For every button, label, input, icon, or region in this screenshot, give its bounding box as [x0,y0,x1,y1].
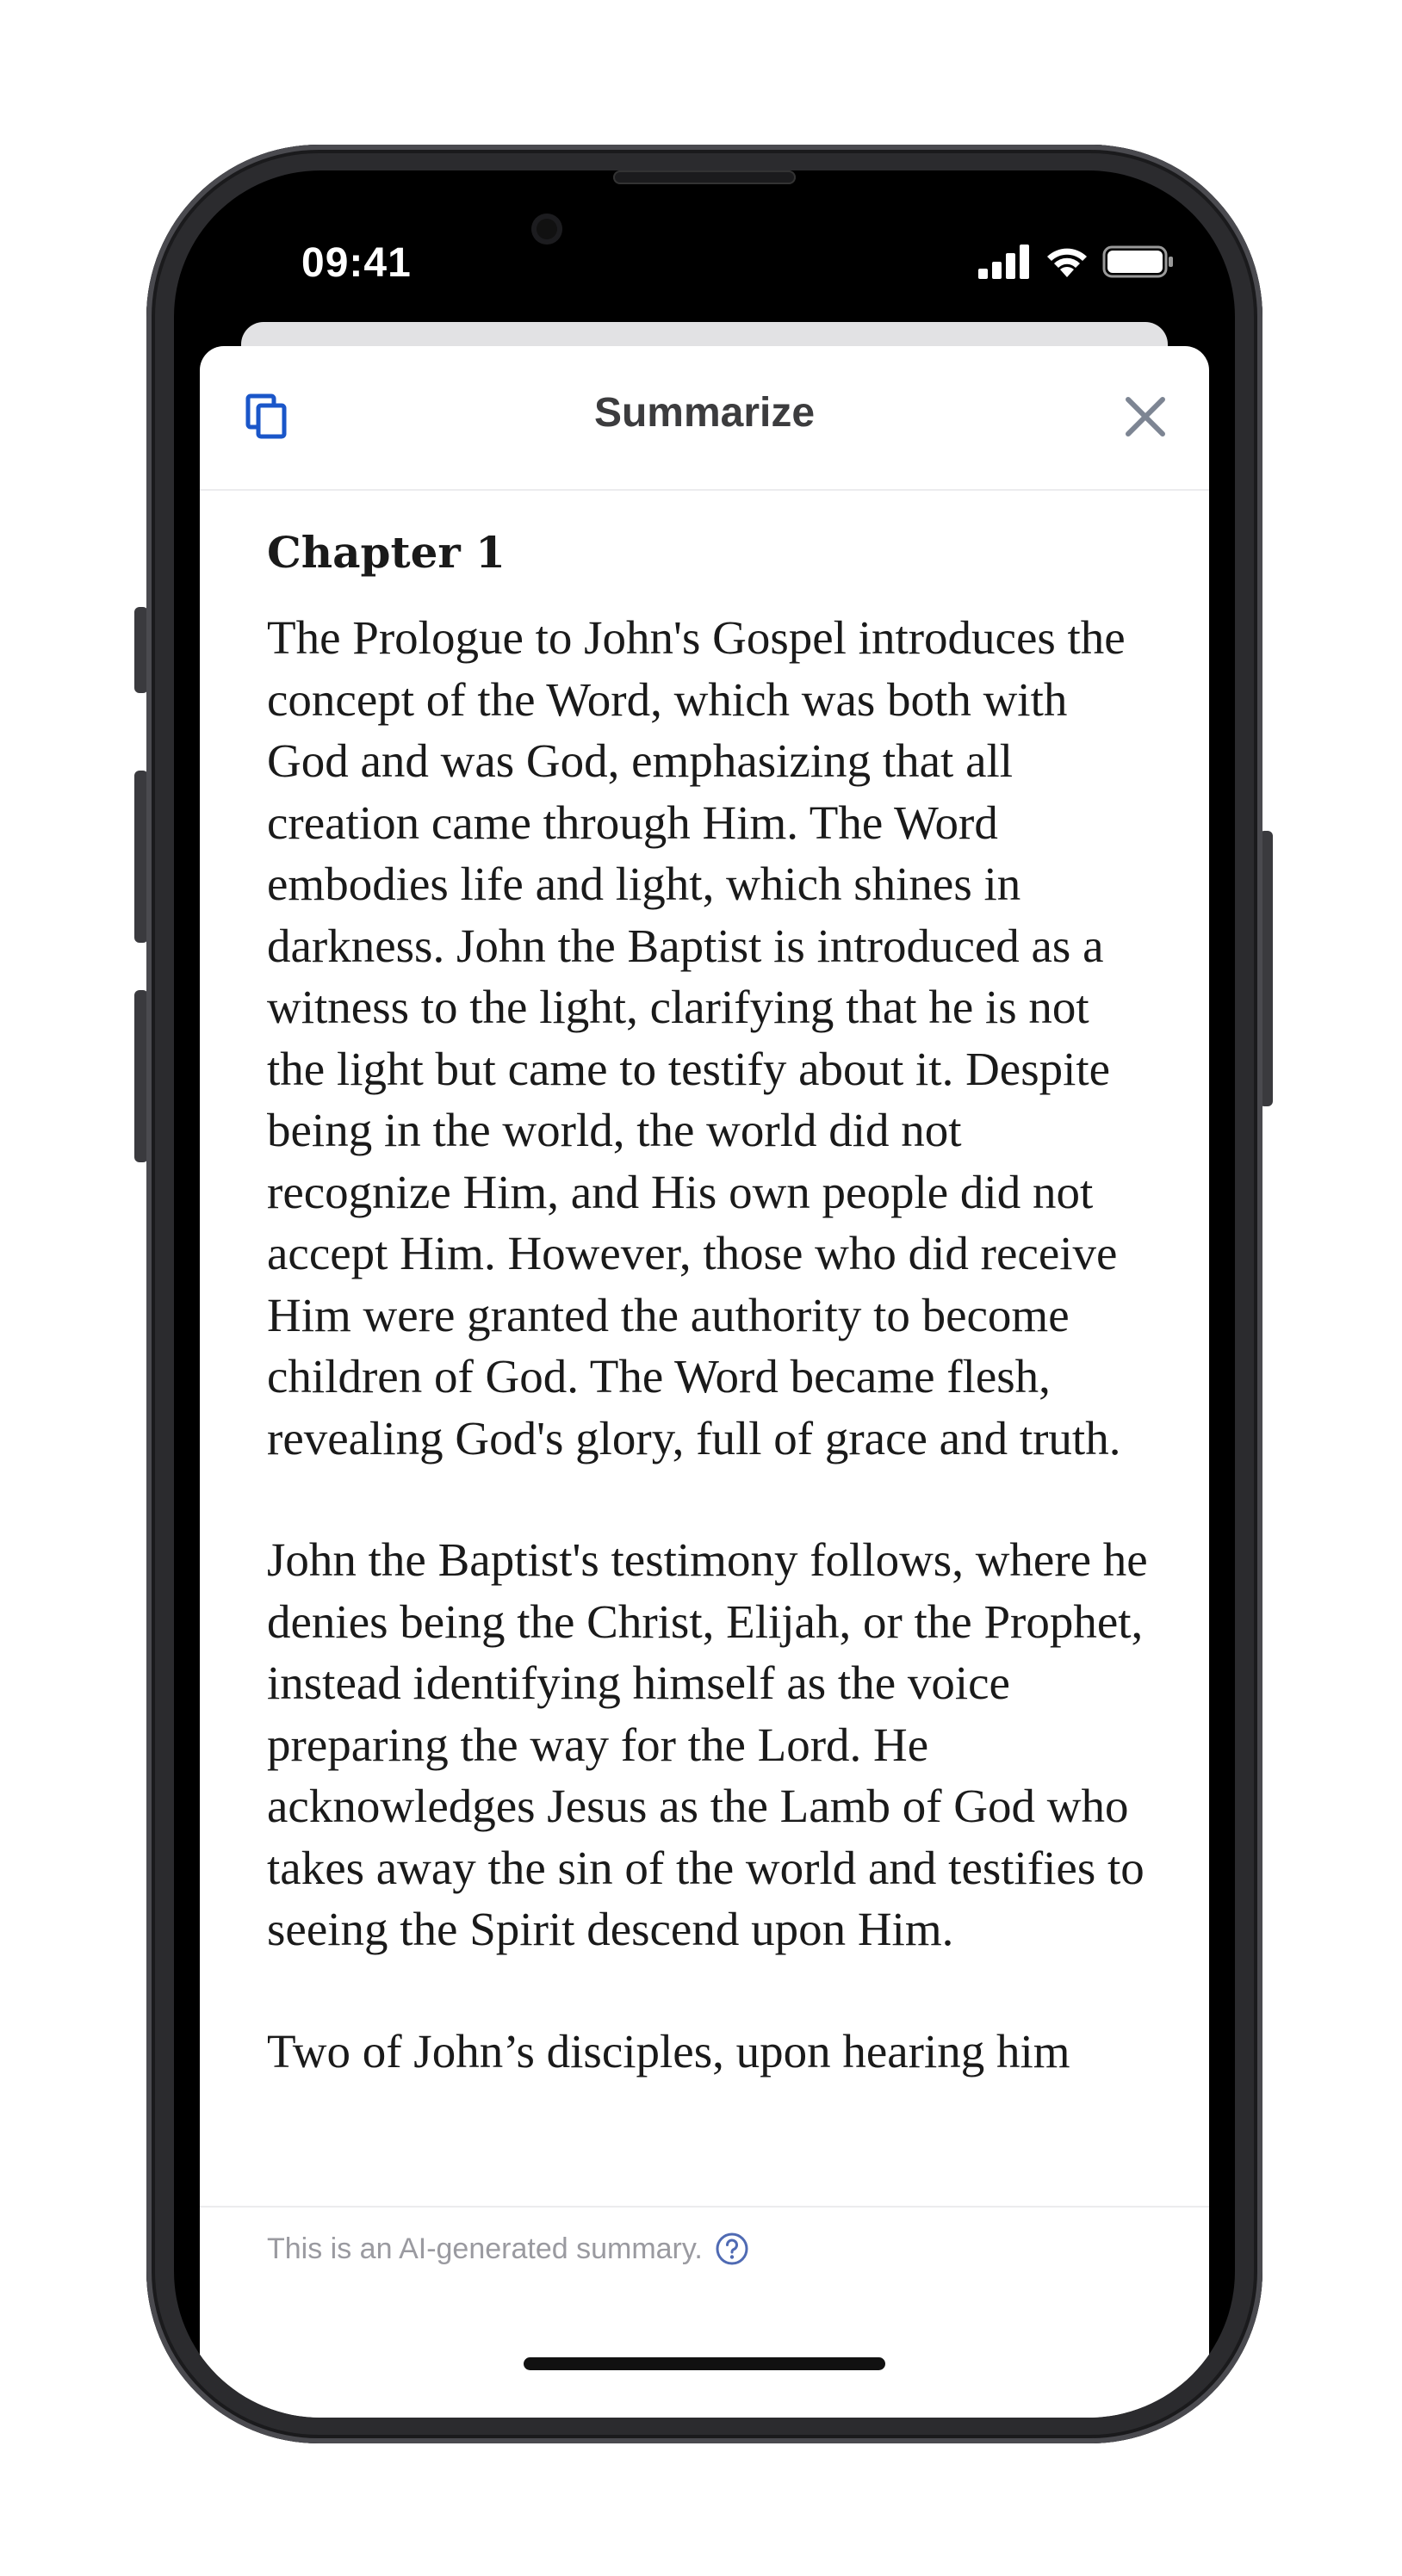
wifi-icon [1044,245,1090,279]
status-icons [978,245,1175,279]
cellular-signal-icon [978,245,1032,279]
ai-disclaimer [267,2232,749,2266]
battery-icon [1102,245,1175,279]
summary-paragraph: The Prologue to John's Gospel introduces the concept of the Word, which was both with God and was God, emphasizing that all creation came through Him. The Word embodies life and light, which shines in darkness. John the Baptist is introduced as a witness to the light, clarifying that he is not the light but came to testify about it. Despite being in the world, the world did not recognize Him, and His own people did not accept Him. However, those who did receive Him were granted the authority to become children of God. The Word became flesh, revealing God's glory, full of grace and truth. [267,611,1126,1464]
home-indicator[interactable] [524,2357,885,2370]
phone-screen [174,170,1235,2418]
summary-paragraph: Two of John’s disciples, upon hearing him [267,2024,1070,2078]
chapter-title: Chapter 1 [267,527,506,578]
sheet-header [200,346,1209,491]
summary-paragraph: John the Baptist's testimony follows, where he denies being the Christ, Elijah, or the Prophet, instead identifying himself as the voice preparing the way for the Lord. He acknowledges Jesus as the Lamb of God who takes away the sin of the world and testifies to seeing the Spirit descend upon Him. [267,1533,1148,1955]
summary-content[interactable] [267,491,1154,2206]
sheet-footer [200,2206,1209,2418]
disclaimer-text: This is an AI-generated summary. [267,2232,703,2265]
status-time: 09:41 [301,240,412,286]
question-circle-icon[interactable] [715,2232,749,2266]
sheet-title: Summarize [593,390,816,436]
summary-sheet [200,346,1209,2418]
front-camera [531,214,562,245]
earpiece-speaker [613,170,796,184]
close-icon[interactable] [1120,391,1171,443]
